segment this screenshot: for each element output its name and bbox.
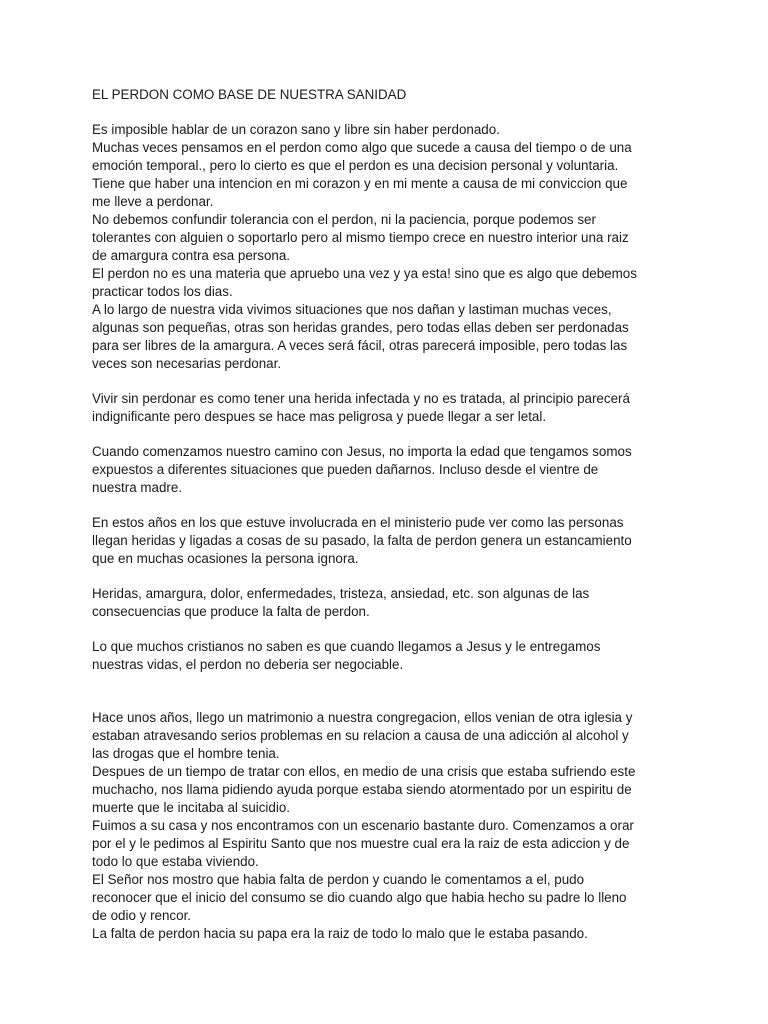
text-line: Cuando comenzamos nuestro camino con Jesus, no importa la edad que tengamos somos xyxy=(92,444,632,459)
paragraph-spacer xyxy=(92,674,682,709)
text-line: Heridas, amargura, dolor, enfermedades, tristeza, ansiedad, etc. son algunas de las xyxy=(92,586,590,601)
text-line: nuestra madre. xyxy=(92,480,183,495)
text-line: expuestos a diferentes situaciones que pueden dañarnos. Incluso desde el vientre de xyxy=(92,462,599,477)
paragraph-5 xyxy=(92,585,682,621)
text-line: Tiene que haber una intencion en mi corazon y en mi mente a causa de mi conviccion que xyxy=(92,176,628,191)
text-line: muchacho, nos llama pidiendo ayuda porque estaba siendo atormentado por un espiritu de xyxy=(92,782,632,797)
document-body xyxy=(92,86,682,943)
text-line: por el y le pedimos al Espiritu Santo que nos muestre cual era la raiz de esta adiccion y de xyxy=(92,836,630,851)
text-line: Muchas veces pensamos en el perdon como algo que sucede a causa del tiempo o de una xyxy=(92,140,632,155)
text-line: las drogas que el hombre tenia. xyxy=(92,746,280,761)
text-line: A lo largo de nuestra vida vivimos situaciones que nos dañan y lastiman muchas veces, xyxy=(92,302,612,317)
text-line: reconocer que el inicio del consumo se dio cuando algo que habia hecho su padre lo lleno xyxy=(92,890,627,905)
paragraph-spacer xyxy=(92,497,682,514)
paragraph-spacer xyxy=(92,373,682,390)
text-line: Lo que muchos cristianos no saben es que cuando llegamos a Jesus y le entregamos xyxy=(92,639,601,654)
text-line: que en muchas ocasiones la persona ignora. xyxy=(92,551,359,566)
text-line: practicar todos los dias. xyxy=(92,284,233,299)
text-line: consecuencias que produce la falta de perdon. xyxy=(92,604,370,619)
text-line: Hace unos años, llego un matrimonio a nuestra congregacion, ellos venian de otra iglesia y xyxy=(92,710,633,725)
text-line: me lleve a perdonar. xyxy=(92,194,214,209)
text-line: Despues de un tiempo de tratar con ellos, en medio de una crisis que estaba sufriendo este xyxy=(92,764,636,779)
paragraph-spacer xyxy=(92,568,682,585)
text-line: para ser libres de la amargura. A veces será fácil, otras parecerá imposible, pero todas las xyxy=(92,338,628,353)
text-line: de amargura contra esa persona. xyxy=(92,248,291,263)
text-line: estaban atravesando serios problemas en su relacion a causa de una adicción al alcohol y xyxy=(92,728,629,743)
paragraph-spacer xyxy=(92,621,682,638)
document-title: EL PERDON COMO BASE DE NUESTRA SANIDAD xyxy=(92,87,407,102)
paragraph-3 xyxy=(92,443,682,497)
text-line: Vivir sin perdonar es como tener una herida infectada y no es tratada, al principio parecerá xyxy=(92,391,630,406)
text-line: todo lo que estaba viviendo. xyxy=(92,854,259,869)
text-line: de odio y rencor. xyxy=(92,908,192,923)
text-line: No debemos confundir tolerancia con el perdon, ni la paciencia, porque podemos ser xyxy=(92,212,596,227)
paragraph-spacer xyxy=(92,426,682,443)
text-line: indignificante pero despues se hace mas peligrosa y puede llegar a ser letal. xyxy=(92,409,547,424)
text-line: muerte que le incitaba al suicidio. xyxy=(92,800,290,815)
paragraph-4 xyxy=(92,514,682,568)
text-line: nuestras vidas, el perdon no deberia ser negociable. xyxy=(92,657,404,672)
text-line: Fuimos a su casa y nos encontramos con un escenario bastante duro. Comenzamos a orar xyxy=(92,818,634,833)
text-line: llegan heridas y ligadas a cosas de su pasado, la falta de perdon genera un estancamiento xyxy=(92,533,632,548)
text-line: Es imposible hablar de un corazon sano y libre sin haber perdonado. xyxy=(92,122,500,137)
text-line: emoción temporal., pero lo cierto es que el perdon es una decision personal y voluntaria. xyxy=(92,158,619,173)
paragraph-7 xyxy=(92,709,682,943)
paragraph-1 xyxy=(92,121,682,373)
paragraph-2 xyxy=(92,390,682,426)
paragraph-6 xyxy=(92,638,682,674)
text-line: El perdon no es una materia que apruebo una vez y ya esta! sino que es algo que debemos xyxy=(92,266,637,281)
text-line: algunas son pequeñas, otras son heridas grandes, pero todas ellas deben ser perdonadas xyxy=(92,320,629,335)
text-line: En estos años en los que estuve involucrada en el ministerio pude ver como las personas xyxy=(92,515,624,530)
text-line: veces son necesarias perdonar. xyxy=(92,356,282,371)
text-line: La falta de perdon hacia su papa era la raiz de todo lo malo que le estaba pasando. xyxy=(92,926,588,941)
text-line: El Señor nos mostro que habia falta de perdon y cuando le comentamos a el, pudo xyxy=(92,872,585,887)
text-line: tolerantes con alguien o soportarlo pero al mismo tiempo crece en nuestro interior una raiz xyxy=(92,230,629,245)
